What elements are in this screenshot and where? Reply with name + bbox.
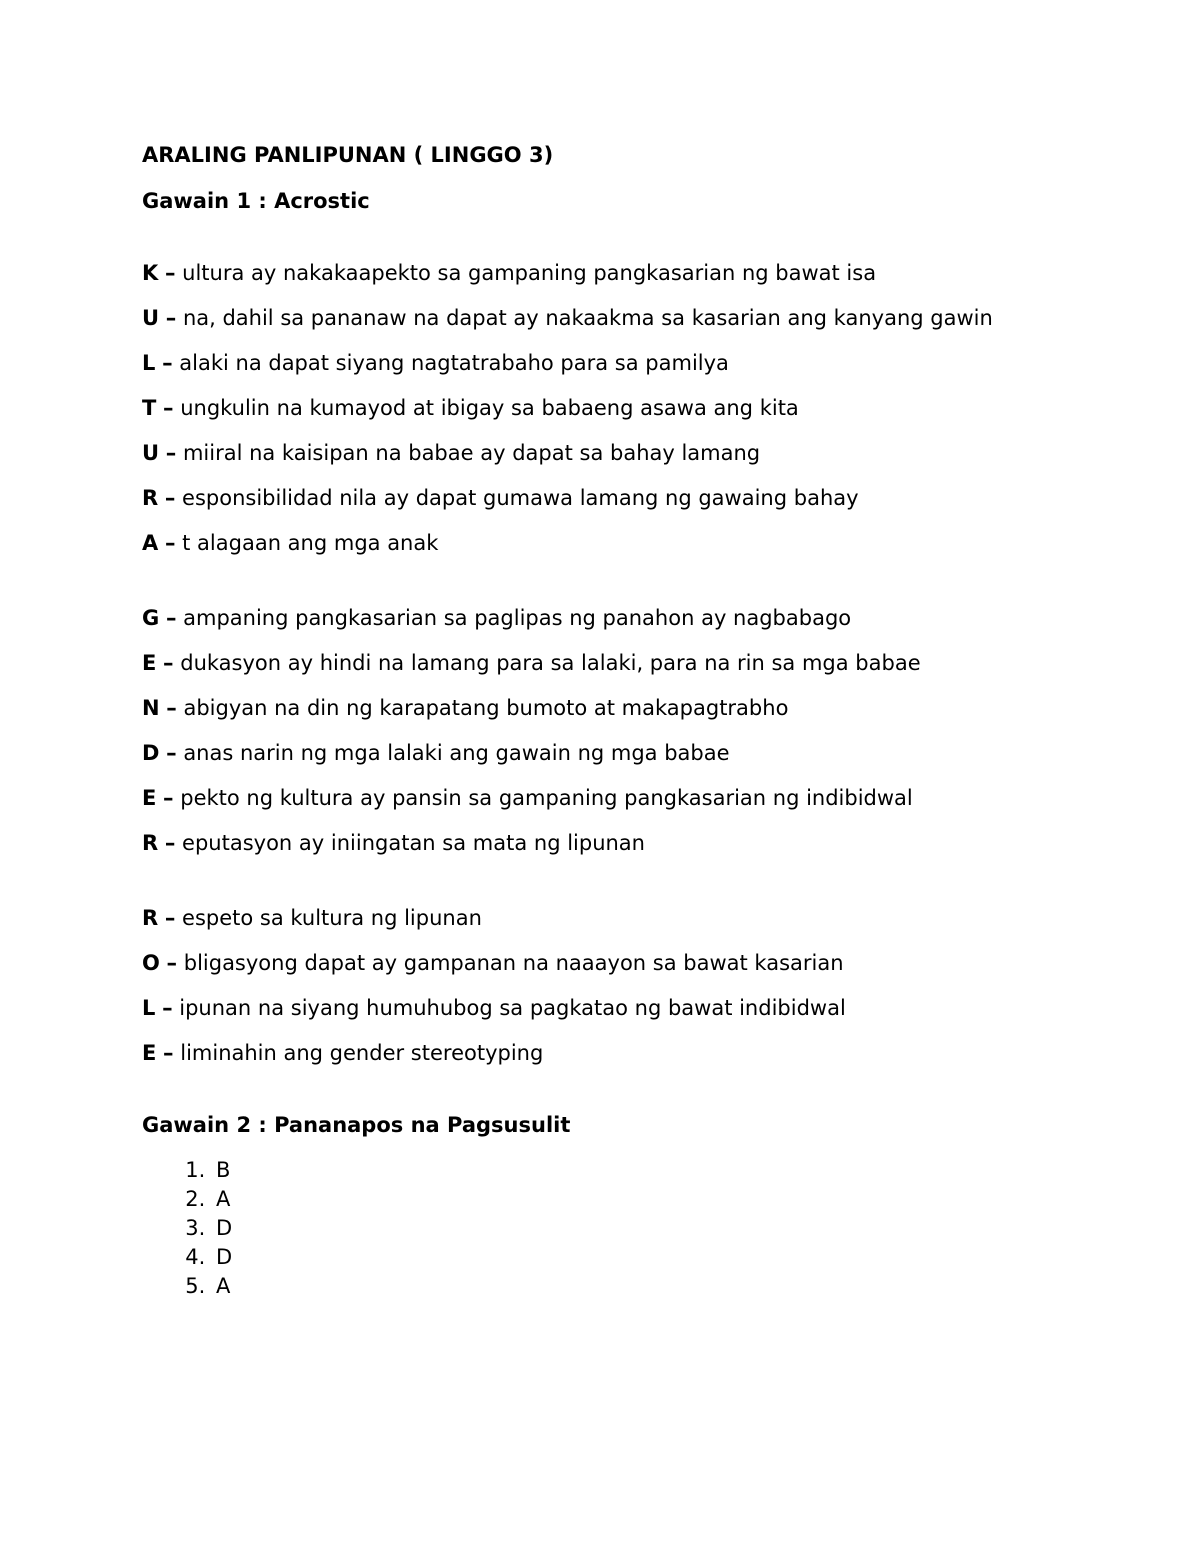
acrostic-dash: – bbox=[162, 351, 173, 375]
acrostic-letter: R bbox=[142, 831, 159, 855]
acrostic-dash: – bbox=[165, 606, 177, 630]
acrostic-dash: – bbox=[166, 951, 178, 975]
acrostic-letter: L bbox=[142, 351, 156, 375]
acrostic-letter: L bbox=[142, 996, 156, 1020]
acrostic-dash: – bbox=[163, 786, 174, 810]
acrostic-dash: – bbox=[163, 396, 174, 420]
acrostic-line bbox=[142, 783, 1042, 813]
acrostic-letter: E bbox=[142, 1041, 157, 1065]
document-title: ARALING PANLIPUNAN ( LINGGO 3) bbox=[142, 143, 554, 167]
acrostic-letter: O bbox=[142, 951, 160, 975]
acrostic-text: espeto sa kultura ng lipunan bbox=[182, 906, 482, 930]
acrostic-text: abigyan na din ng karapatang bumoto at makapagtrabho bbox=[183, 696, 789, 720]
acrostic-dash: – bbox=[162, 996, 173, 1020]
acrostic-letter: D bbox=[142, 741, 160, 765]
acrostic-text: ungkulin na kumayod at ibigay sa babaeng asawa ang kita bbox=[180, 396, 799, 420]
acrostic-letter: R bbox=[142, 906, 159, 930]
acrostic-dash: – bbox=[164, 906, 176, 930]
acrostic-letter: U bbox=[142, 441, 160, 465]
acrostic-line bbox=[142, 903, 1042, 933]
acrostic-line bbox=[142, 738, 1042, 768]
group-spacer bbox=[142, 873, 1042, 903]
answer-item: 3. D bbox=[212, 1214, 1042, 1243]
acrostic-text: ipunan na siyang humuhubog sa pagkatao ng bawat indibidwal bbox=[179, 996, 846, 1020]
acrostic-letter: T bbox=[142, 396, 157, 420]
acrostic-dash: – bbox=[164, 486, 176, 510]
acrostic-line bbox=[142, 393, 1042, 423]
answer-item: 5. A bbox=[212, 1272, 1042, 1301]
answer-item: 2. A bbox=[212, 1185, 1042, 1214]
acrostic-dash: – bbox=[163, 1041, 174, 1065]
acrostic-dash: – bbox=[165, 441, 177, 465]
acrostic-dash: – bbox=[164, 531, 176, 555]
acrostic-letter: K bbox=[142, 261, 159, 285]
acrostic-letter: G bbox=[142, 606, 160, 630]
answer-list bbox=[142, 1156, 1042, 1301]
acrostic-line bbox=[142, 648, 1042, 678]
acrostic-letter: A bbox=[142, 531, 159, 555]
acrostic-text: miiral na kaisipan na babae ay dapat sa bahay lamang bbox=[182, 441, 761, 465]
acrostic-line bbox=[142, 948, 1042, 978]
acrostic-letter: E bbox=[142, 651, 157, 675]
acrostic-text: ultura ay nakakaapekto sa gampaning pangkasarian ng bawat isa bbox=[182, 261, 877, 285]
acrostic-dash: – bbox=[166, 696, 177, 720]
acrostic-text: na, dahil sa pananaw na dapat ay nakaakma sa kasarian ang kanyang gawin bbox=[182, 306, 993, 330]
acrostic-text: eputasyon ay iniingatan sa mata ng lipunan bbox=[182, 831, 645, 855]
answer-item: 1. B bbox=[212, 1156, 1042, 1185]
acrostic-line bbox=[142, 693, 1042, 723]
acrostic-text: bligasyong dapat ay gampanan na naaayon sa bawat kasarian bbox=[183, 951, 844, 975]
acrostic-line bbox=[142, 528, 1042, 558]
acrostic-text: alaki na dapat siyang nagtatrabaho para sa pamilya bbox=[179, 351, 729, 375]
acrostic-dash: – bbox=[163, 651, 174, 675]
acrostic-dash: – bbox=[166, 741, 177, 765]
acrostic-letter: E bbox=[142, 786, 157, 810]
acrostic-text: dukasyon ay hindi na lamang para sa lalaki, para na rin sa mga babae bbox=[180, 651, 921, 675]
acrostic-letter: R bbox=[142, 486, 159, 510]
acrostic-line bbox=[142, 1038, 1042, 1068]
acrostic-text: pekto ng kultura ay pansin sa gampaning pangkasarian ng indibidwal bbox=[180, 786, 913, 810]
gawain2-heading: Gawain 2 : Pananapos na Pagsusulit bbox=[142, 1113, 571, 1137]
acrostic-line bbox=[142, 993, 1042, 1023]
acrostic-dash: – bbox=[164, 831, 176, 855]
gawain1-heading: Gawain 1 : Acrostic bbox=[142, 189, 370, 213]
acrostic-text: anas narin ng mga lalaki ang gawain ng mga babae bbox=[183, 741, 730, 765]
acrostic-text: esponsibilidad nila ay dapat gumawa lamang ng gawaing bahay bbox=[182, 486, 859, 510]
group-spacer bbox=[142, 573, 1042, 603]
acrostic-text: liminahin ang gender stereotyping bbox=[180, 1041, 544, 1065]
acrostic-line bbox=[142, 483, 1042, 513]
acrostic-line bbox=[142, 828, 1042, 858]
acrostic-text: ampaning pangkasarian sa paglipas ng panahon ay nagbabago bbox=[183, 606, 852, 630]
acrostic-letter: U bbox=[142, 306, 160, 330]
document-page bbox=[142, 140, 1042, 1301]
acrostic-text: t alagaan ang mga anak bbox=[182, 531, 439, 555]
acrostic-line bbox=[142, 303, 1042, 333]
acrostic-line bbox=[142, 348, 1042, 378]
acrostic-section bbox=[142, 258, 1042, 1068]
acrostic-letter: N bbox=[142, 696, 160, 720]
acrostic-dash: – bbox=[164, 261, 176, 285]
acrostic-line bbox=[142, 603, 1042, 633]
acrostic-line bbox=[142, 258, 1042, 288]
acrostic-line bbox=[142, 438, 1042, 468]
answer-item: 4. D bbox=[212, 1243, 1042, 1272]
acrostic-dash: – bbox=[165, 306, 177, 330]
